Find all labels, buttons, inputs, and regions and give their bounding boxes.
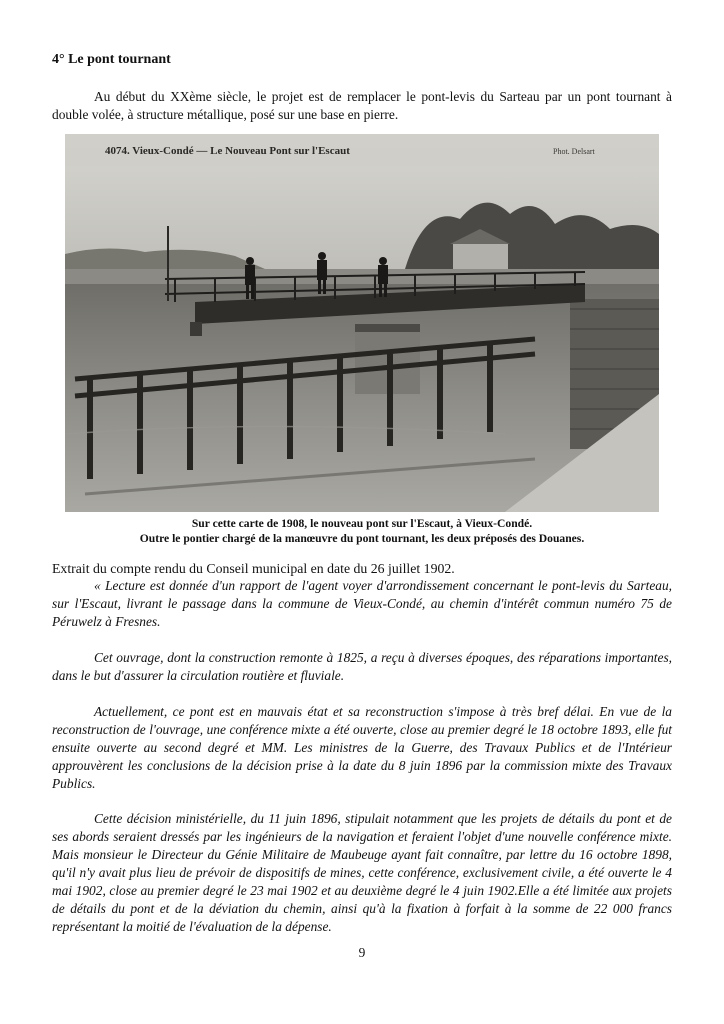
section-heading: 4° Le pont tournant [52, 52, 171, 67]
postcard-credit: Phot. Delsart [553, 147, 595, 156]
photo-caption-line-1: Sur cette carte de 1908, le nouveau pont sur l'Escaut, à Vieux-Condé. [191, 517, 533, 530]
paragraph-3: Actuellement, ce pont est en mauvais état et sa reconstruction s'impose à très bref délai. En vue de la reconstruction de l'ouvrage, une conférence mixte a été ouverte, close au premier degré le 18 octobre 1893, elle fut ensuite ouverte au second degré et MM. Les ministres de la Guerre, des Travaux Publics et de l'Intérieur approuvèrent les conclusions de la décision prise à la date du 8 juin 1896 par la commission mixte des Travaux Publics. [52, 704, 672, 791]
page-number: 9 [358, 945, 366, 960]
extract-title: Extrait du compte rendu du Conseil municipal en date du 26 juillet 1902. [52, 561, 455, 576]
paragraph-1: « Lecture est donnée d'un rapport de l'agent voyer d'arrondissement concernant le pont-levis du Sarteau, sur l'Escaut, livrant le passage dans la commune de Vieux-Condé, au chemin d'intérêt commun numéro 75 de Péruwelz à Fresnes. [52, 578, 672, 629]
postcard-photo [65, 134, 659, 512]
photo-caption-line-2: Outre le pontier chargé de la manœuvre du pont tournant, les deux préposés des Douanes. [139, 532, 585, 545]
paragraph-4: Cette décision ministérielle, du 11 juin 1896, stipulait notamment que les projets de détails du pont et de ses abords seraient dressés par les ingénieurs de la navigation et feraient l'objet d'une nouvelle conférence mixte. Mais monsieur le Directeur du Génie Militaire de Maubeuge ayant fait connaître, par lettre du 16 octobre 1898, qu'il n'y avait plus lieu de prévoir de dispositifs de mines, cette conférence, exclusivement civile, a été ouverte le 4 mai 1902, close au premier degré le 23 mai 1902 et au deuxième degré le 4 juin 1902.Elle a été limitée aux projets de détails du pont et de la déviation du chemin, ainsi qu'à la fixation à forfait à la somme de 22 000 francs représentant la moitié de l'évaluation de la dépense. [52, 811, 672, 934]
postcard-header: 4074. Vieux-Condé — Le Nouveau Pont sur l'Escaut [105, 145, 350, 157]
paragraph-2: Cet ouvrage, dont la construction remonte à 1825, a reçu à diverses époques, des réparations importantes, dans le but d'assurer la circulation routière et fluviale. [52, 650, 672, 683]
intro-paragraph: Au début du XXème siècle, le projet est de remplacer le pont-levis du Sarteau par un pont tournant à double volée, à structure métallique, posé sur une base en pierre. [52, 89, 672, 122]
